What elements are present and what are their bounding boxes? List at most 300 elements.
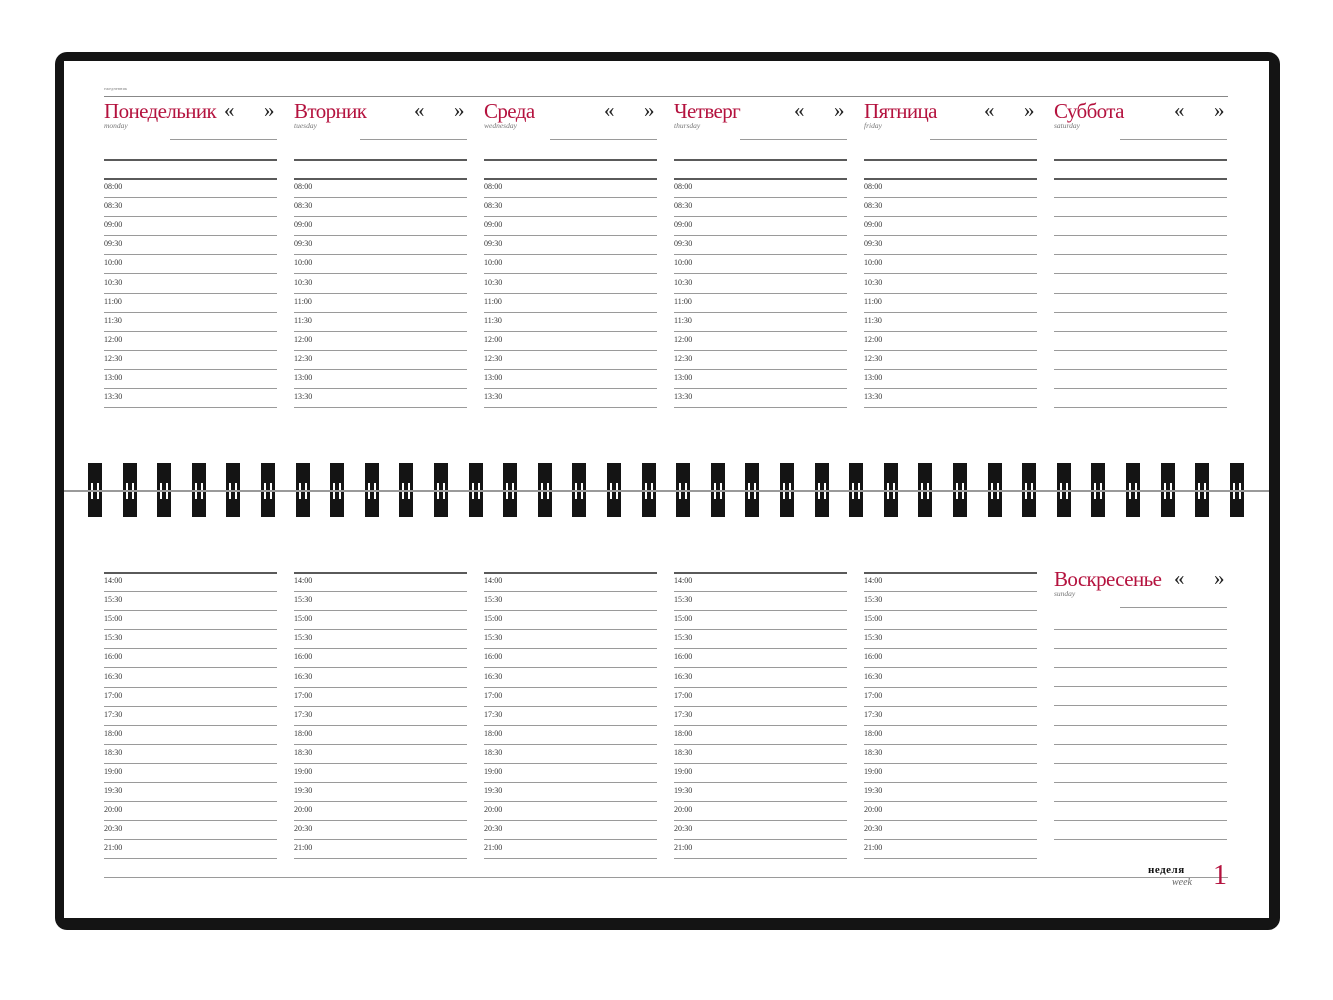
time-label: 19:00: [104, 767, 123, 776]
header-rule: [104, 96, 1228, 97]
prev-arrow-icon: «: [794, 98, 805, 122]
time-slot-line: [864, 858, 1037, 859]
time-label: 13:00: [484, 373, 503, 382]
time-label: 16:00: [484, 652, 503, 662]
day-saturday-date-line: [1120, 139, 1227, 140]
time-slot-line: [484, 629, 657, 630]
time-slot-line: [104, 820, 277, 821]
time-slot-line: [294, 591, 467, 592]
bottom-top-line: [864, 572, 1037, 574]
time-slot-line: [294, 273, 467, 274]
time-slot-line: [104, 312, 277, 313]
time-label: 13:30: [674, 392, 693, 402]
time-slot-line: [864, 629, 1037, 630]
time-label: 20:30: [864, 824, 883, 834]
day-monday-name: Понедельник: [104, 99, 217, 123]
time-slot-line: [104, 216, 277, 217]
time-slot-line: [484, 350, 657, 351]
time-slot-line: [294, 839, 467, 840]
time-slot-line: [104, 197, 277, 198]
time-label: 14:00: [104, 576, 123, 585]
time-label: 18:00: [484, 728, 503, 738]
time-slot-line: [1054, 273, 1227, 274]
time-label: 18:00: [674, 728, 693, 738]
time-label: 20:30: [294, 824, 313, 834]
time-label: 16:30: [104, 671, 123, 681]
time-slot-line: [674, 801, 847, 802]
time-slot-line: [1054, 312, 1227, 313]
time-label: 12:30: [674, 353, 693, 363]
time-label: 09:30: [104, 239, 123, 249]
time-slot-line: [674, 388, 847, 389]
prev-arrow-icon: «: [1174, 566, 1185, 590]
time-label: 17:00: [864, 690, 883, 700]
time-label: 15:30: [864, 633, 883, 643]
time-slot-line: [294, 312, 467, 313]
time-slot-line: [294, 820, 467, 821]
time-slot-line: [104, 648, 277, 649]
prev-arrow-icon: «: [224, 98, 235, 122]
time-slot-line: [484, 648, 657, 649]
time-label: 16:00: [294, 652, 313, 662]
time-slot-line: [104, 293, 277, 294]
time-slot-line: [484, 706, 657, 707]
day-tuesday-note-line: [294, 159, 467, 161]
sunday-note-line: [1054, 686, 1227, 687]
time-slot-line: [484, 801, 657, 802]
time-slot-line: [864, 782, 1037, 783]
spine-line: [64, 490, 1269, 492]
time-slot-line: [294, 706, 467, 707]
time-slot-line: [294, 350, 467, 351]
time-slot-line: [1054, 331, 1227, 332]
time-label: 17:30: [104, 709, 123, 719]
time-label: 10:30: [864, 277, 883, 287]
time-label: 11:00: [674, 296, 692, 306]
time-label: 21:00: [864, 843, 883, 853]
time-label: 15:30: [674, 633, 693, 643]
time-slot-line: [104, 725, 277, 726]
day-tuesday-date-line: [360, 139, 467, 140]
time-label: 08:00: [104, 182, 123, 191]
time-slot-line: [864, 388, 1037, 389]
time-slot-line: [1054, 216, 1227, 217]
time-label: 11:00: [484, 296, 502, 306]
time-slot-line: [104, 610, 277, 611]
time-slot-line: [674, 591, 847, 592]
time-label: 15:30: [484, 595, 503, 605]
prev-arrow-icon: «: [414, 98, 425, 122]
time-label: 19:30: [104, 786, 123, 796]
day-monday-note-line: [104, 159, 277, 161]
day-thursday-name: Четверг: [674, 99, 741, 123]
time-label: 17:30: [864, 709, 883, 719]
time-label: 17:30: [674, 709, 693, 719]
time-slot-line: [104, 591, 277, 592]
time-slot-line: [1054, 369, 1227, 370]
time-label: 13:00: [674, 373, 693, 382]
time-label: 21:00: [294, 843, 313, 853]
time-slot-line: [864, 591, 1037, 592]
time-label: 08:30: [864, 201, 883, 211]
sunday-note-line: [1054, 725, 1227, 726]
time-label: 14:00: [294, 576, 313, 585]
next-arrow-icon: »: [1214, 566, 1225, 590]
time-slot-line: [104, 763, 277, 764]
time-slot-line: [294, 782, 467, 783]
bottom-top-line: [294, 572, 467, 574]
time-slot-line: [104, 801, 277, 802]
time-slot-line: [674, 197, 847, 198]
time-slot-line: [674, 235, 847, 236]
time-slot-line: [484, 591, 657, 592]
time-label: 08:30: [674, 201, 693, 211]
time-slot-line: [864, 763, 1037, 764]
time-slot-line: [484, 235, 657, 236]
time-slot-line: [294, 667, 467, 668]
time-slot-line: [484, 858, 657, 859]
footer-rule: [104, 877, 1228, 878]
time-label: 18:00: [294, 728, 313, 738]
time-label: 12:30: [864, 353, 883, 363]
time-label: 11:30: [484, 315, 502, 325]
time-label: 19:00: [484, 767, 503, 776]
time-label: 11:30: [294, 315, 312, 325]
time-slot-line: [484, 273, 657, 274]
time-slot-line: [674, 629, 847, 630]
day-thursday-note-line: [674, 159, 847, 161]
time-label: 08:00: [674, 182, 693, 191]
sunday-note-line: [1054, 744, 1227, 745]
bottom-top-line: [674, 572, 847, 574]
time-slot-line: [864, 839, 1037, 840]
time-slot-line: [484, 331, 657, 332]
time-slot-line: [294, 687, 467, 688]
time-slot-line: [1054, 350, 1227, 351]
time-slot-line: [864, 197, 1037, 198]
day-friday-name: Пятница: [864, 99, 937, 123]
time-label: 15:30: [294, 633, 313, 643]
time-slot-line: [294, 801, 467, 802]
time-label: 11:00: [294, 296, 312, 306]
time-slot-line: [864, 254, 1037, 255]
time-slot-line: [294, 235, 467, 236]
time-label: 12:30: [484, 353, 503, 363]
sunday-note-line: [1054, 629, 1227, 630]
day-thursday-note-line: [674, 178, 847, 180]
day-wednesday-note-line: [484, 178, 657, 180]
header-small-mark: ежедневник: [104, 86, 128, 91]
time-slot-line: [104, 687, 277, 688]
day-friday-note-line: [864, 178, 1037, 180]
sunday-note-line: [1054, 705, 1227, 706]
time-slot-line: [864, 687, 1037, 688]
time-slot-line: [484, 197, 657, 198]
time-label: 13:30: [484, 392, 503, 402]
prev-arrow-icon: «: [1174, 98, 1185, 122]
day-wednesday-date-line: [550, 139, 657, 140]
time-slot-line: [294, 744, 467, 745]
time-slot-line: [104, 744, 277, 745]
time-label: 10:30: [294, 277, 313, 287]
day-wednesday-name: Среда: [484, 99, 535, 123]
time-slot-line: [674, 254, 847, 255]
time-label: 09:00: [104, 220, 123, 230]
time-label: 18:30: [104, 747, 123, 757]
time-slot-line: [484, 763, 657, 764]
time-label: 14:00: [674, 576, 693, 585]
time-slot-line: [294, 725, 467, 726]
time-slot-line: [1054, 197, 1227, 198]
time-label: 10:30: [104, 277, 123, 287]
time-slot-line: [484, 725, 657, 726]
time-slot-line: [484, 369, 657, 370]
time-slot-line: [864, 801, 1037, 802]
time-label: 15:30: [484, 633, 503, 643]
time-label: 17:00: [674, 690, 693, 700]
time-label: 11:00: [864, 296, 882, 306]
time-label: 09:00: [294, 220, 313, 230]
day-saturday-note-line: [1054, 178, 1227, 180]
time-slot-line: [104, 388, 277, 389]
next-arrow-icon: »: [1024, 98, 1035, 122]
time-slot-line: [104, 350, 277, 351]
time-label: 18:30: [294, 747, 313, 757]
next-arrow-icon: »: [644, 98, 655, 122]
time-slot-line: [864, 216, 1037, 217]
time-label: 21:00: [674, 843, 693, 853]
time-label: 10:00: [104, 258, 123, 268]
time-slot-line: [484, 407, 657, 408]
time-slot-line: [674, 369, 847, 370]
time-label: 15:00: [674, 614, 693, 624]
time-slot-line: [294, 763, 467, 764]
time-slot-line: [864, 667, 1037, 668]
day-friday-date-line: [930, 139, 1037, 140]
time-slot-line: [484, 610, 657, 611]
time-slot-line: [674, 744, 847, 745]
day-sunday-name: Воскресенье: [1054, 567, 1162, 591]
time-label: 21:00: [484, 843, 503, 853]
next-arrow-icon: »: [834, 98, 845, 122]
time-slot-line: [294, 610, 467, 611]
time-slot-line: [294, 331, 467, 332]
time-slot-line: [294, 197, 467, 198]
time-label: 10:30: [674, 277, 693, 287]
time-slot-line: [104, 667, 277, 668]
time-label: 10:00: [864, 258, 883, 268]
time-label: 09:00: [674, 220, 693, 230]
time-label: 19:00: [294, 767, 313, 776]
time-slot-line: [864, 312, 1037, 313]
time-label: 10:00: [294, 258, 313, 268]
time-label: 17:00: [484, 690, 503, 700]
time-slot-line: [864, 350, 1037, 351]
time-label: 11:30: [674, 315, 692, 325]
day-thursday-date-line: [740, 139, 847, 140]
next-arrow-icon: »: [1214, 98, 1225, 122]
time-slot-line: [864, 648, 1037, 649]
time-slot-line: [484, 839, 657, 840]
next-arrow-icon: »: [264, 98, 275, 122]
time-slot-line: [674, 667, 847, 668]
time-slot-line: [1054, 254, 1227, 255]
time-slot-line: [674, 312, 847, 313]
time-slot-line: [674, 839, 847, 840]
day-friday-sub: friday: [864, 121, 882, 130]
time-label: 08:00: [864, 182, 883, 191]
time-label: 15:30: [104, 633, 123, 643]
time-slot-line: [104, 235, 277, 236]
time-slot-line: [674, 820, 847, 821]
time-slot-line: [104, 273, 277, 274]
prev-arrow-icon: «: [984, 98, 995, 122]
sunday-note-line: [1054, 648, 1227, 649]
time-label: 17:00: [294, 690, 313, 700]
time-slot-line: [674, 293, 847, 294]
time-slot-line: [674, 350, 847, 351]
bottom-top-line: [484, 572, 657, 574]
prev-arrow-icon: «: [604, 98, 615, 122]
time-label: 20:30: [674, 824, 693, 834]
time-label: 16:30: [864, 671, 883, 681]
time-label: 09:30: [864, 239, 883, 249]
time-slot-line: [484, 667, 657, 668]
sunday-note-line: [1054, 801, 1227, 802]
time-slot-line: [1054, 388, 1227, 389]
time-label: 20:00: [294, 805, 313, 815]
time-label: 16:30: [484, 671, 503, 681]
time-label: 13:30: [294, 392, 313, 402]
time-label: 08:30: [484, 201, 503, 211]
time-slot-line: [864, 293, 1037, 294]
time-slot-line: [674, 763, 847, 764]
time-label: 20:00: [484, 805, 503, 815]
time-label: 20:30: [104, 824, 123, 834]
time-label: 19:30: [294, 786, 313, 796]
time-label: 12:30: [294, 353, 313, 363]
day-sunday-sub: sunday: [1054, 589, 1076, 598]
sunday-note-line: [1054, 667, 1227, 668]
time-label: 17:00: [104, 690, 123, 700]
time-label: 18:30: [484, 747, 503, 757]
day-thursday-sub: thursday: [674, 121, 701, 130]
time-label: 15:30: [104, 595, 123, 605]
time-slot-line: [294, 369, 467, 370]
time-slot-line: [674, 273, 847, 274]
time-label: 11:30: [864, 315, 882, 325]
time-label: 08:00: [484, 182, 503, 191]
time-slot-line: [864, 273, 1037, 274]
time-label: 13:30: [104, 392, 123, 402]
time-label: 16:00: [864, 652, 883, 662]
time-label: 09:30: [294, 239, 313, 249]
time-label: 12:00: [864, 334, 883, 344]
time-label: 12:00: [104, 334, 123, 344]
time-label: 12:00: [674, 334, 693, 344]
sunday-note-line: [1054, 820, 1227, 821]
day-monday-date-line: [170, 139, 277, 140]
sunday-note-line: [1054, 839, 1227, 840]
time-slot-line: [864, 744, 1037, 745]
time-slot-line: [294, 407, 467, 408]
time-label: 19:00: [674, 767, 693, 776]
time-label: 13:00: [294, 373, 313, 382]
day-tuesday-note-line: [294, 178, 467, 180]
time-slot-line: [484, 388, 657, 389]
time-slot-line: [864, 706, 1037, 707]
sunday-note-line: [1054, 763, 1227, 764]
time-slot-line: [674, 610, 847, 611]
day-monday-sub: monday: [104, 121, 128, 130]
day-tuesday-name: Вторник: [294, 99, 367, 123]
time-slot-line: [484, 820, 657, 821]
time-slot-line: [674, 858, 847, 859]
time-label: 19:30: [674, 786, 693, 796]
next-arrow-icon: »: [454, 98, 465, 122]
time-slot-line: [674, 407, 847, 408]
time-slot-line: [864, 235, 1037, 236]
time-slot-line: [864, 610, 1037, 611]
time-label: 15:00: [864, 614, 883, 624]
time-label: 12:00: [484, 334, 503, 344]
time-slot-line: [104, 858, 277, 859]
day-friday-note-line: [864, 159, 1037, 161]
time-slot-line: [104, 706, 277, 707]
day-tuesday-sub: tuesday: [294, 121, 317, 130]
week-label-en: week: [1172, 877, 1192, 888]
time-slot-line: [104, 254, 277, 255]
time-slot-line: [1054, 235, 1227, 236]
time-slot-line: [864, 369, 1037, 370]
time-label: 15:00: [484, 614, 503, 624]
time-slot-line: [1054, 293, 1227, 294]
time-label: 09:30: [674, 239, 693, 249]
time-slot-line: [104, 369, 277, 370]
time-label: 20:00: [104, 805, 123, 815]
day-saturday-sub: saturday: [1054, 121, 1080, 130]
time-slot-line: [294, 629, 467, 630]
time-slot-line: [104, 629, 277, 630]
week-number: 1: [1213, 860, 1227, 891]
time-label: 13:00: [104, 373, 123, 382]
time-slot-line: [104, 407, 277, 408]
time-label: 10:00: [674, 258, 693, 268]
time-label: 15:30: [864, 595, 883, 605]
time-label: 18:00: [864, 728, 883, 738]
time-slot-line: [484, 293, 657, 294]
day-saturday-name: Суббота: [1054, 99, 1124, 123]
time-slot-line: [294, 388, 467, 389]
time-slot-line: [294, 254, 467, 255]
time-label: 09:00: [864, 220, 883, 230]
time-label: 13:00: [864, 373, 883, 382]
time-slot-line: [484, 312, 657, 313]
time-slot-line: [104, 839, 277, 840]
time-label: 08:30: [294, 201, 313, 211]
time-slot-line: [294, 858, 467, 859]
time-label: 21:00: [104, 843, 123, 853]
time-label: 09:30: [484, 239, 503, 249]
time-slot-line: [674, 648, 847, 649]
time-label: 16:00: [674, 652, 693, 662]
time-slot-line: [294, 293, 467, 294]
time-label: 18:30: [864, 747, 883, 757]
day-monday-note-line: [104, 178, 277, 180]
time-slot-line: [674, 782, 847, 783]
sunday-note-line: [1054, 782, 1227, 783]
time-slot-line: [104, 782, 277, 783]
